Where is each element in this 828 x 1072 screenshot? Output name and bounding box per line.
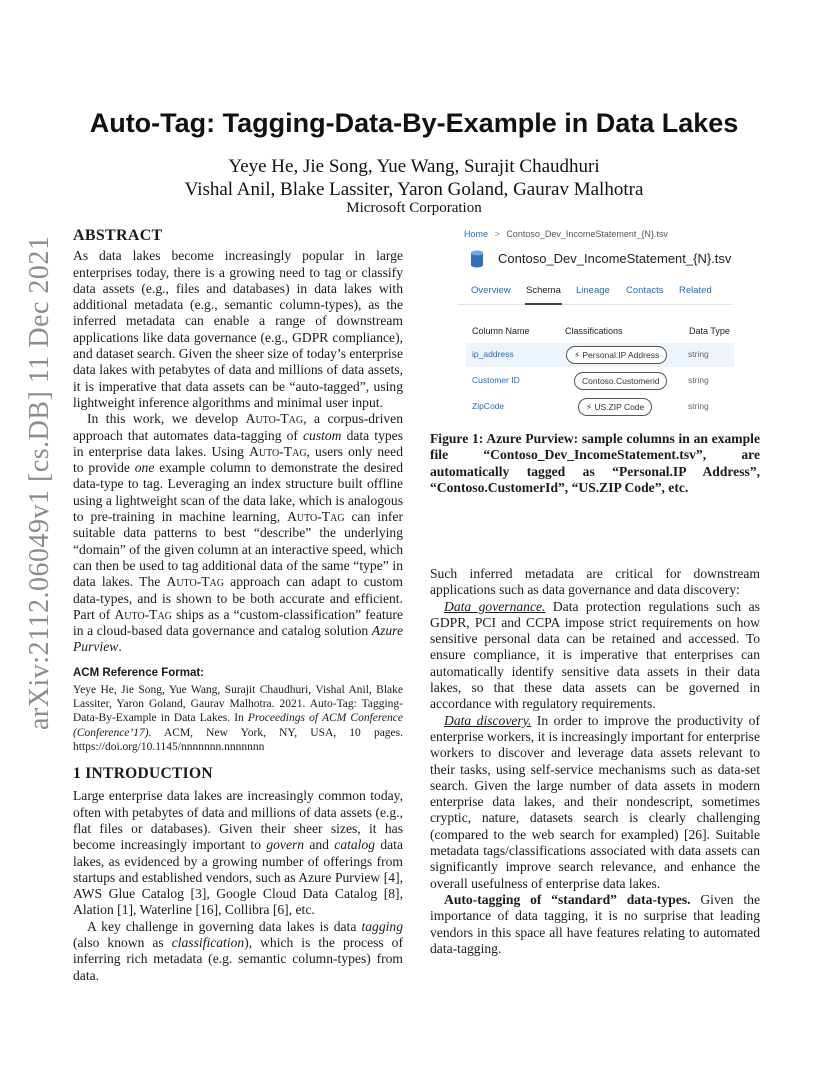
database-icon — [470, 250, 484, 268]
acm-reference-heading: ACM Reference Format: — [73, 666, 204, 679]
authors-line-1: Yeye He, Jie Song, Yue Wang, Surajit Chaudhuri — [228, 156, 600, 177]
acm-reference-text: Yeye He, Jie Song, Yue Wang, Surajit Chaudhuri, Vishal Anil, Blake Lassiter, Yaron Goland, Gaurav Malhotra. 2021. Auto-Tag: Tagging-Data-By-Example in Data Lakes. In Proceedings of ACM Conference (Conference’17). ACM, New York, NY, USA, 10 pages. https://doi.org/10.1145/nnnnnnn.nnnnnnn — [73, 684, 403, 753]
introduction-heading: 1 INTRODUCTION — [73, 765, 213, 783]
tab-schema[interactable]: Schema — [526, 285, 561, 296]
classification-chip[interactable]: ⚡ Personal.IP Address — [566, 346, 667, 364]
abstract-paragraph-2: In this work, we develop Auto-Tag, a corpus-driven approach that automates data-tagging of custom data types in enterprise data lakes. Using Auto-Tag, users only need to provide one example column to demonstrate the desired data-type to tag. Leveraging an index structure built offline using a lightweight scan of the data lake, which is analogous to pre-training in machine learning, Auto-Tag can infer suitable data patterns to best “describe” the underlying “domain” of the given column at an interactive speed, which can then be used to tag additional data of the same “type” in data lakes. The Auto-Tag approach can adapt to custom data-types, and is shown to be both accurate and efficient. Part of Auto-Tag ships as a “custom-classification” feature in a cloud-based data governance and catalog solution Azure Purview. — [73, 411, 403, 655]
breadcrumb — [464, 229, 668, 239]
data-type: string — [688, 375, 709, 385]
left-column — [73, 228, 403, 984]
column-name-link[interactable]: Customer ID — [472, 375, 520, 385]
lightning-icon: ⚡ — [574, 350, 580, 360]
file-title: Contoso_Dev_IncomeStatement_{N}.tsv — [498, 251, 732, 266]
lightning-icon: ⚡ — [586, 402, 592, 412]
paper-title: Auto-Tag: Tagging-Data-By-Example in Data Lakes — [89, 108, 739, 138]
figure-1-purview-screenshot — [458, 226, 748, 422]
affiliation: Microsoft Corporation — [346, 200, 482, 216]
column-name-link[interactable]: ZipCode — [472, 401, 505, 411]
table-row[interactable] — [466, 369, 734, 393]
figure-1-caption: Figure 1: Azure Purview: sample columns in an example file “Contoso_Dev_IncomeStatement.tsv”, are automatically tagged as “Personal.IP Address”, “Contoso.CustomerId”, “US.ZIP Code”, etc. — [430, 431, 760, 495]
data-type: string — [688, 349, 709, 359]
data-discovery-paragraph: Data discovery. In order to improve the productivity of enterprise workers, it is increasingly important for enterprise workers to discover and leverage data assets relevant to their tasks, using self-service mechanisms such as data-set search. Given the large number of data assets in modern enterprise data lakes, and their nondescript, sometimes cryptic, nature, datasets search is clearly challenging (compared to the web search for exampled) [26]. Suitable metadata tags/classifications associated with data assets can significantly improve search relevance, and enhance the overall usefulness of enterprise data lakes. — [430, 712, 760, 891]
introduction-paragraph-2: A key challenge in governing data lakes is data tagging (also known as classification), which is the process of inferring rich metadata (e.g. semantic column-types) from data. — [73, 918, 404, 983]
abstract-paragraph-1: As data lakes become increasingly popular in large enterprises today, there is a growing need to tag or classify data assets (e.g., files and databases) in data lakes with additional metadata (e.g., semantic column-types), as the inferred metadata can enable a range of downstream applications like data governance (e.g., GDPR compliance), and dataset search. Given the sheer size of today’s enterprise data lakes with petabytes of data and millions of data assets, it is imperative that data assets can be “auto-tagged”, using lightweight inference algorithms and minimal user input. — [73, 248, 403, 410]
breadcrumb-current-file: Contoso_Dev_IncomeStatement_{N}.tsv — [506, 229, 668, 239]
tab-related[interactable]: Related — [679, 285, 712, 296]
classification-chip[interactable]: Contoso.Customerid — [574, 372, 667, 390]
auto-tagging-paragraph: Auto-tagging of “standard” data-types. Given the importance of data tagging, it is no surprise that leading vendors in this space all have features relating to automated data-tagging. — [430, 891, 760, 956]
tab-bar — [458, 282, 733, 305]
column-name-link[interactable]: ip_address — [472, 349, 514, 359]
data-governance-paragraph: Data governance. Data protection regulations such as GDPR, PCI and CCPA impose strict requirements on how sensitive personal data can be retained and accessed. To ensure compliance, it is imperative that enterprises can automatically identify sensitive data assets in their data lakes, so that these data assets can be governed in accordance with regulatory requirements. — [430, 598, 760, 712]
breadcrumb-separator-icon: > — [494, 229, 500, 239]
table-row[interactable] — [466, 343, 734, 367]
breadcrumb-home-link[interactable]: Home — [464, 229, 489, 239]
header-data-type: Data Type — [689, 326, 730, 336]
header-column-name: Column Name — [472, 326, 530, 336]
introduction-paragraph-1: Large enterprise data lakes are increasingly common today, often with petabytes of data and millions of data assets (e.g., flat files or databases). Given their sheer sizes, it has become increasingly important to govern and catalog data lakes, as evidenced by a growing number of offerings from startups and established vendors, such as Azure Purview [4], AWS Glue Catalog [3], Google Cloud Data Catalog [8], Alation [1], Waterline [16], Collibra [6], etc. — [73, 788, 403, 918]
tab-contacts[interactable]: Contacts — [626, 285, 664, 296]
table-row[interactable] — [466, 395, 734, 419]
data-type: string — [688, 401, 709, 411]
tab-overview[interactable]: Overview — [471, 285, 511, 296]
arxiv-identifier: arXiv:2112.06049v1 [cs.DB] 11 Dec 2021 — [24, 235, 55, 730]
tab-lineage[interactable]: Lineage — [576, 285, 610, 296]
active-tab-indicator — [525, 303, 562, 305]
right-column — [430, 566, 760, 957]
abstract-heading: ABSTRACT — [73, 227, 163, 244]
classification-chip[interactable]: ⚡ US.ZIP Code — [578, 398, 652, 416]
right-paragraph-intro: Such inferred metadata are critical for downstream applications such as data governance and data discovery: — [430, 566, 760, 598]
header-classifications: Classifications — [565, 326, 623, 336]
authors-line-2: Vishal Anil, Blake Lassiter, Yaron Goland, Gaurav Malhotra — [184, 179, 644, 200]
